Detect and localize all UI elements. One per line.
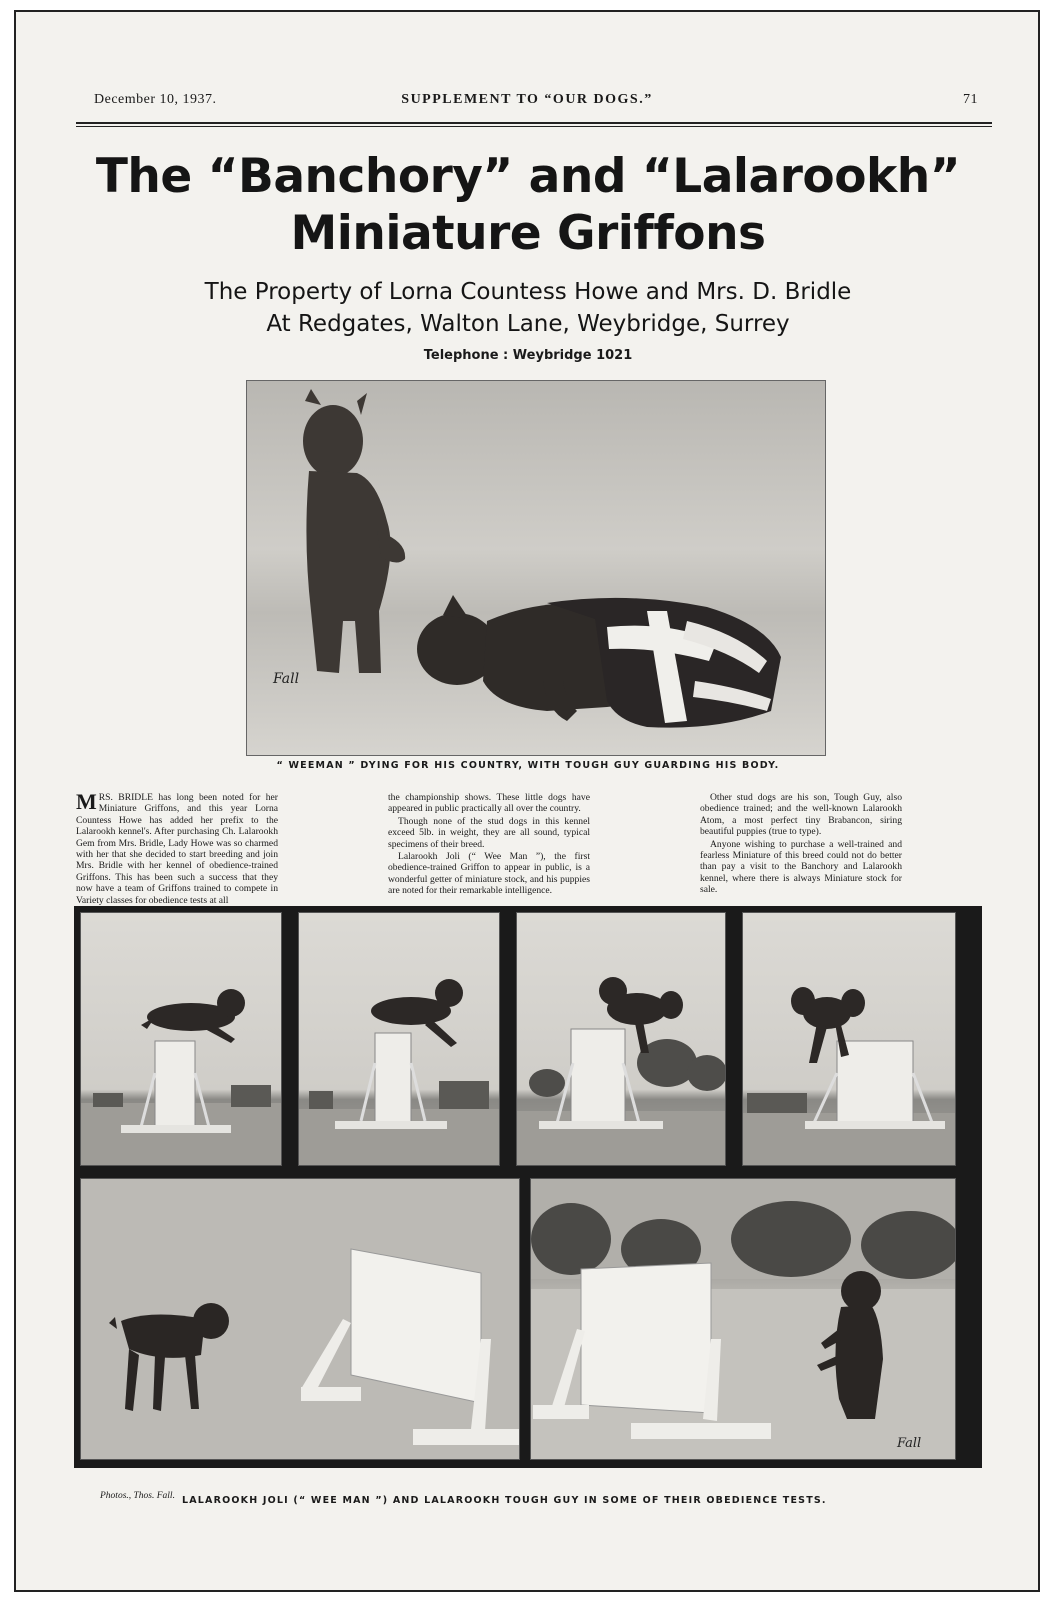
- drop-cap: M: [76, 789, 97, 814]
- article-paragraph: the championship shows. These little dogs have appeared in public practically all over the country.: [388, 792, 590, 815]
- publication-title: SUPPLEMENT TO “OUR DOGS.”: [401, 92, 653, 107]
- header-rule-thin: [76, 126, 992, 127]
- dogs-with-flag-illustration: [247, 381, 825, 755]
- article-paragraph: Anyone wishing to purchase a well-trained and fearless Miniature of this breed could not do better than pay a visit to the Banchory and Lalarookh kennel, where there is always Miniature stock for sale.: [700, 838, 902, 896]
- main-photo-caption: “ WEEMAN ” DYING FOR HIS COUNTRY, WITH TOUGH GUY GUARDING HIS BODY.: [276, 760, 780, 771]
- issue-date: December 10, 1937.: [94, 92, 217, 107]
- article-paragraph: Other stud dogs are his son, Tough Guy, also obedience trained; and the well-known Lalarookh Atom, a most perfect tiny Brabancon, siring beautiful puppies (true to type).: [700, 792, 902, 838]
- title-line-1: The “Banchory” and “Lalarookh”: [95, 149, 961, 204]
- subtitle-address: At Redgates, Walton Lane, Weybridge, Surrey: [266, 311, 790, 337]
- article-column-3: [700, 792, 902, 897]
- article-column-1: [76, 789, 278, 907]
- jump-photo-3: [516, 912, 726, 1166]
- photo-signature: Fall: [273, 671, 300, 687]
- subtitle-owners: The Property of Lorna Countess Howe and Mrs. D. Bridle: [204, 279, 852, 305]
- grid-caption: LALAROOKH JOLI (“ WEE MAN ”) AND LALAROOKH TOUGH GUY IN SOME OF THEIR OBEDIENCE TESTS.: [182, 1495, 827, 1506]
- jump-photo-1: [80, 912, 282, 1166]
- page-title: [40, 148, 1016, 262]
- obedience-photo-grid: [74, 906, 982, 1468]
- header-rule: [76, 122, 992, 124]
- jump-photo-4: [742, 912, 956, 1166]
- article-paragraph: RS. BRIDLE has long been noted for her Miniature Griffons, and this year Lorna Countess Howe has added her prefix to the Lalarookh kennel's. After purchasing Ch. Lalarookh Gem from Mrs. Bridle, Lady Howe was so charmed with her that she decided to start breeding and join Mrs. Bridle with her kennel of obedience-trained Griffons. This has been such a success that they now have a team of Griffons trained to compete in Variety classes for obedience tests at all: [76, 792, 278, 906]
- telephone-line: Telephone : Weybridge 1021: [423, 348, 633, 363]
- subtitle: [40, 276, 1016, 340]
- jump-photo-2: [298, 912, 500, 1166]
- article-column-2: [388, 792, 590, 898]
- begging-dog-photo: [530, 1178, 956, 1460]
- photo-credit: Photos., Thos. Fall.: [100, 1491, 175, 1501]
- standing-dog-photo: [80, 1178, 520, 1460]
- article-paragraph: Lalarookh Joli (“ Wee Man ”), the first obedience-trained Griffon to appear in public, is a wonderful getter of miniature stock, and his puppies are noted for their remarkable intelligence.: [388, 851, 590, 897]
- page-number: 71: [963, 92, 978, 107]
- article-paragraph: Though none of the stud dogs in this kennel exceed 5lb. in weight, they are all sound, typical specimens of their breed.: [388, 815, 590, 850]
- title-line-2: Miniature Griffons: [290, 206, 766, 261]
- photo-signature: Fall: [897, 1436, 922, 1451]
- main-photograph: [246, 380, 826, 756]
- page-header: [62, 92, 992, 112]
